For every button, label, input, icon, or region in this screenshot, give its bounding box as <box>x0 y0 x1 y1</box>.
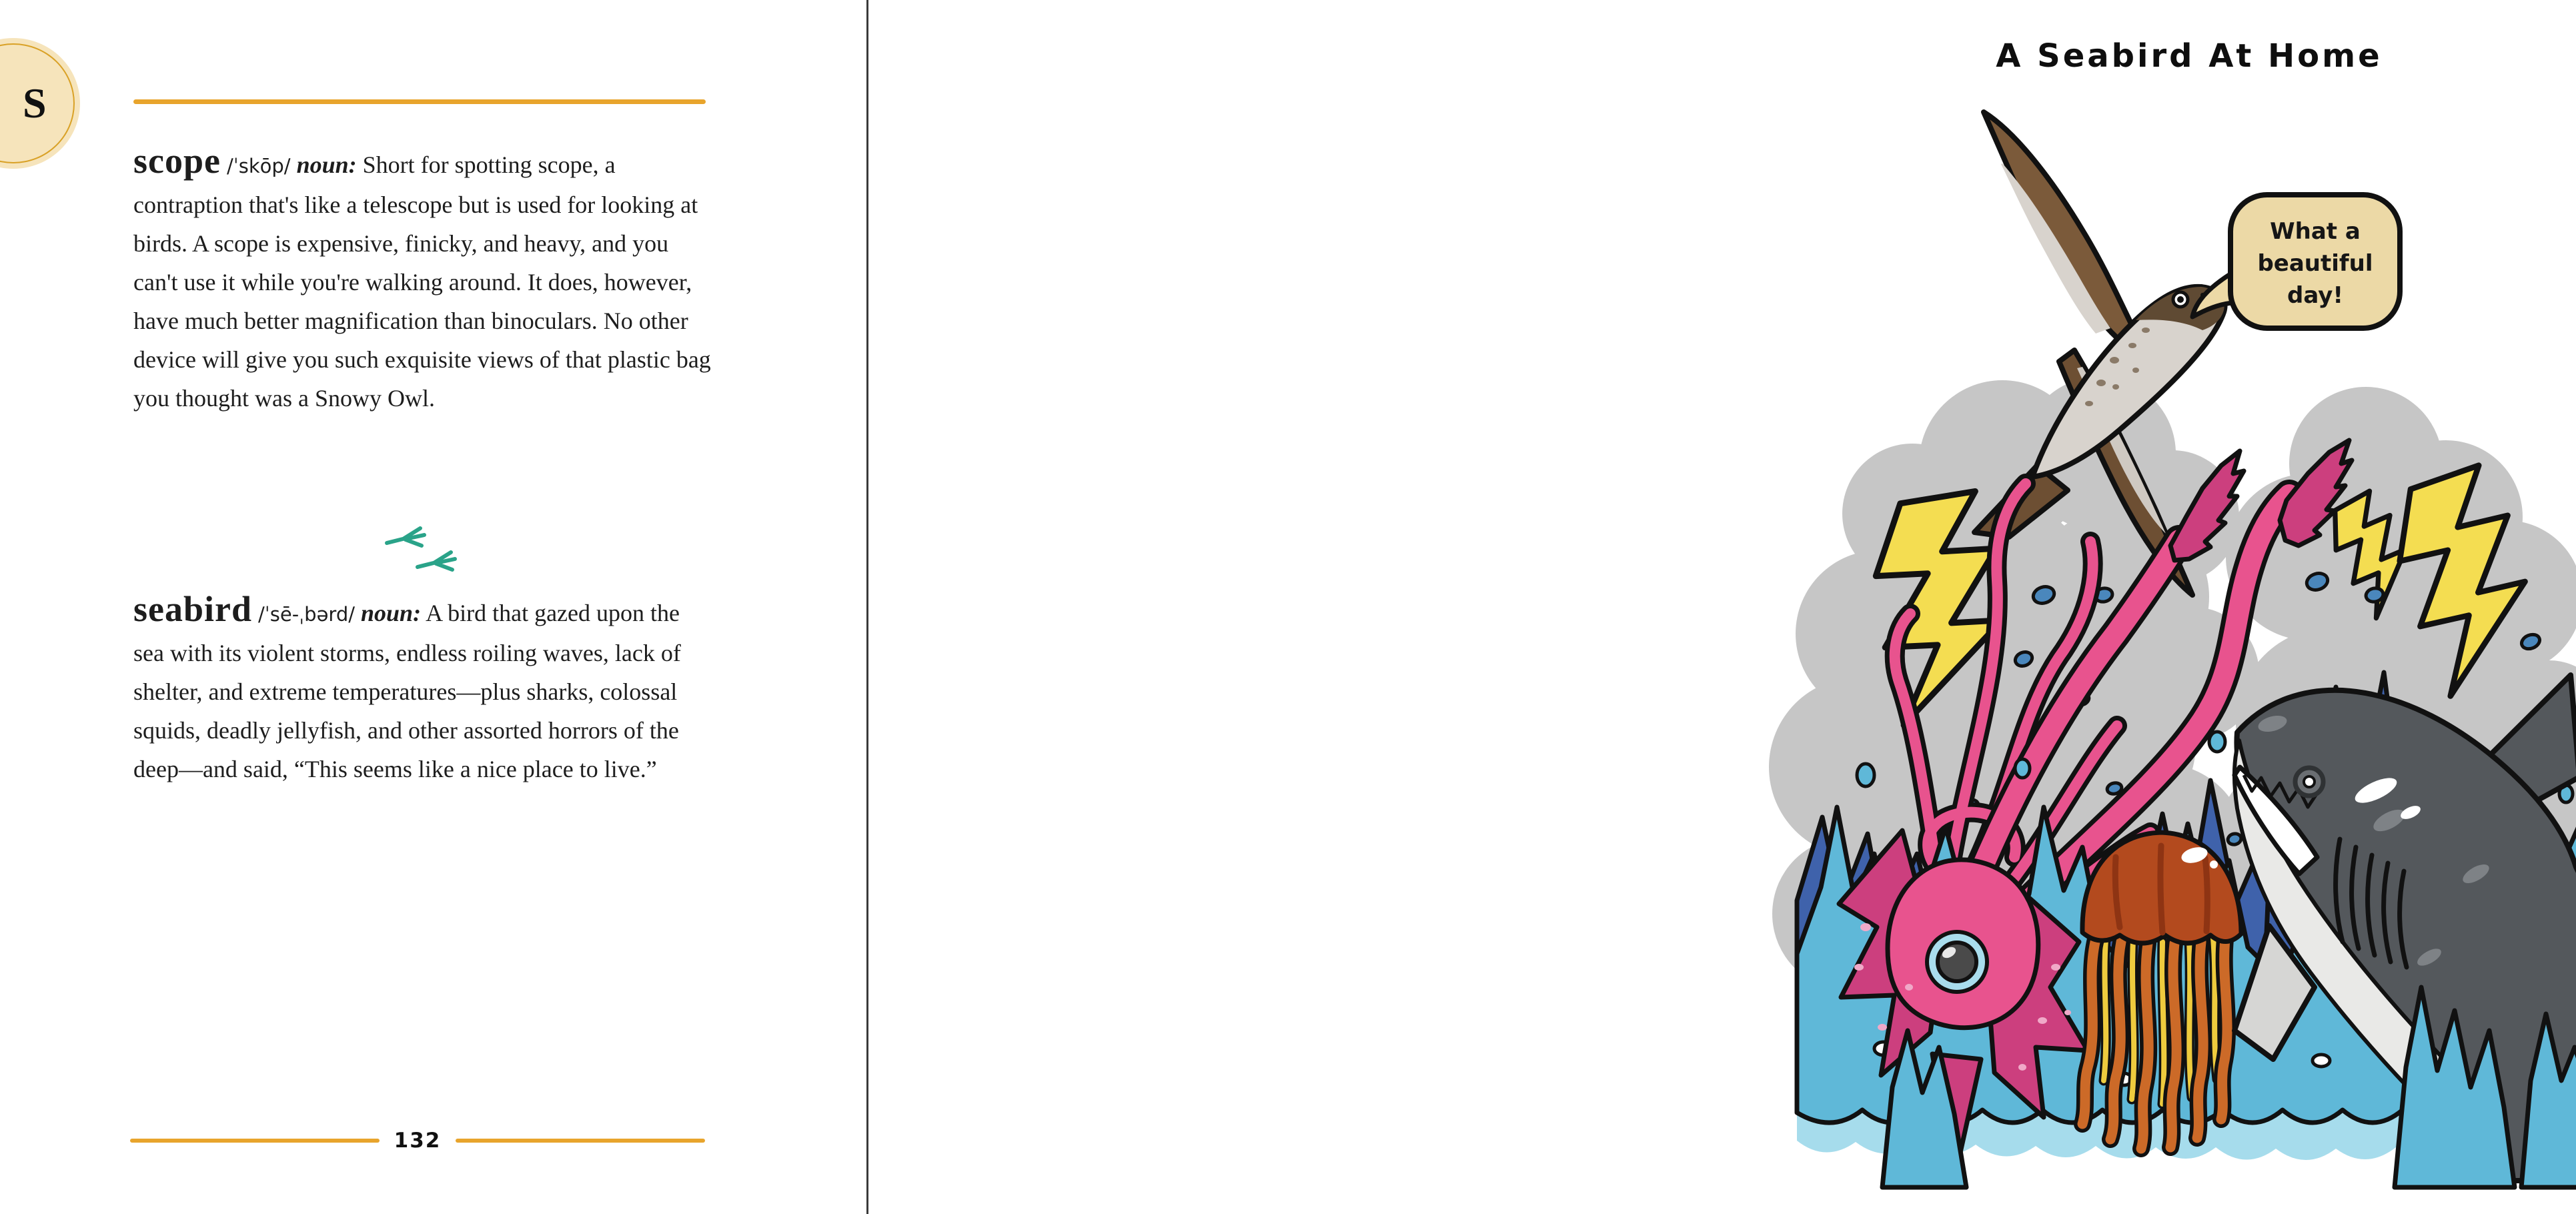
seabird-illustration <box>1802 100 2576 1201</box>
section-tab <box>0 38 80 169</box>
footprint-icon <box>387 528 424 546</box>
pronunciation-seabird: /ˈsē-ˌbərd/ <box>258 603 356 626</box>
bird-footprints-divider <box>378 526 464 592</box>
speech-bubble-line3: day! <box>2287 282 2343 309</box>
dictionary-entry-seabird <box>133 590 715 788</box>
part-of-speech-seabird: noun: <box>361 600 422 626</box>
headword-seabird: seabird <box>133 589 253 629</box>
footer-rule-right <box>456 1139 705 1143</box>
seabird-raised-wing <box>1984 112 2134 342</box>
footprint-icon <box>418 552 455 570</box>
right-page <box>868 0 2383 1214</box>
footer-rule-left <box>130 1139 380 1143</box>
definition-seabird: A bird that gazed upon the sea with its violent storms, endless roiling waves, lack of shelter, and extreme temperatures—plus sharks, colossal squids, deadly jellyfish, and other assorted horrors of the deep—and said, “This seems like a nice place to live.” <box>133 600 681 782</box>
dictionary-entry-scope <box>133 141 715 418</box>
pronunciation-scope: /ˈskōp/ <box>226 155 291 177</box>
part-of-speech-scope: noun: <box>296 151 357 178</box>
top-rule <box>133 99 706 104</box>
entry-text <box>133 141 715 418</box>
jellyfish <box>2082 832 2241 1149</box>
speech-bubble-line2: beautiful <box>2257 250 2373 277</box>
speech-bubble-line1: What a <box>2270 218 2361 245</box>
entry-text <box>133 590 715 788</box>
definition-scope: Short for spotting scope, a contraption that's like a telescope but is used for looking at birds. A scope is expensive, finicky, and heavy, and you can't use it while you're walking around. It does, however, have much better magnification than binoculars. No other device will give you such exquisite views of that plastic bag you thought was a Snowy Owl. <box>133 151 711 412</box>
illustration-title: A Seabird At Home <box>1996 37 2383 75</box>
headword-scope: scope <box>133 141 221 181</box>
page-number: 132 <box>394 1129 442 1153</box>
page-footer <box>130 1130 705 1151</box>
section-letter: S <box>23 79 47 127</box>
left-page <box>0 0 866 1214</box>
